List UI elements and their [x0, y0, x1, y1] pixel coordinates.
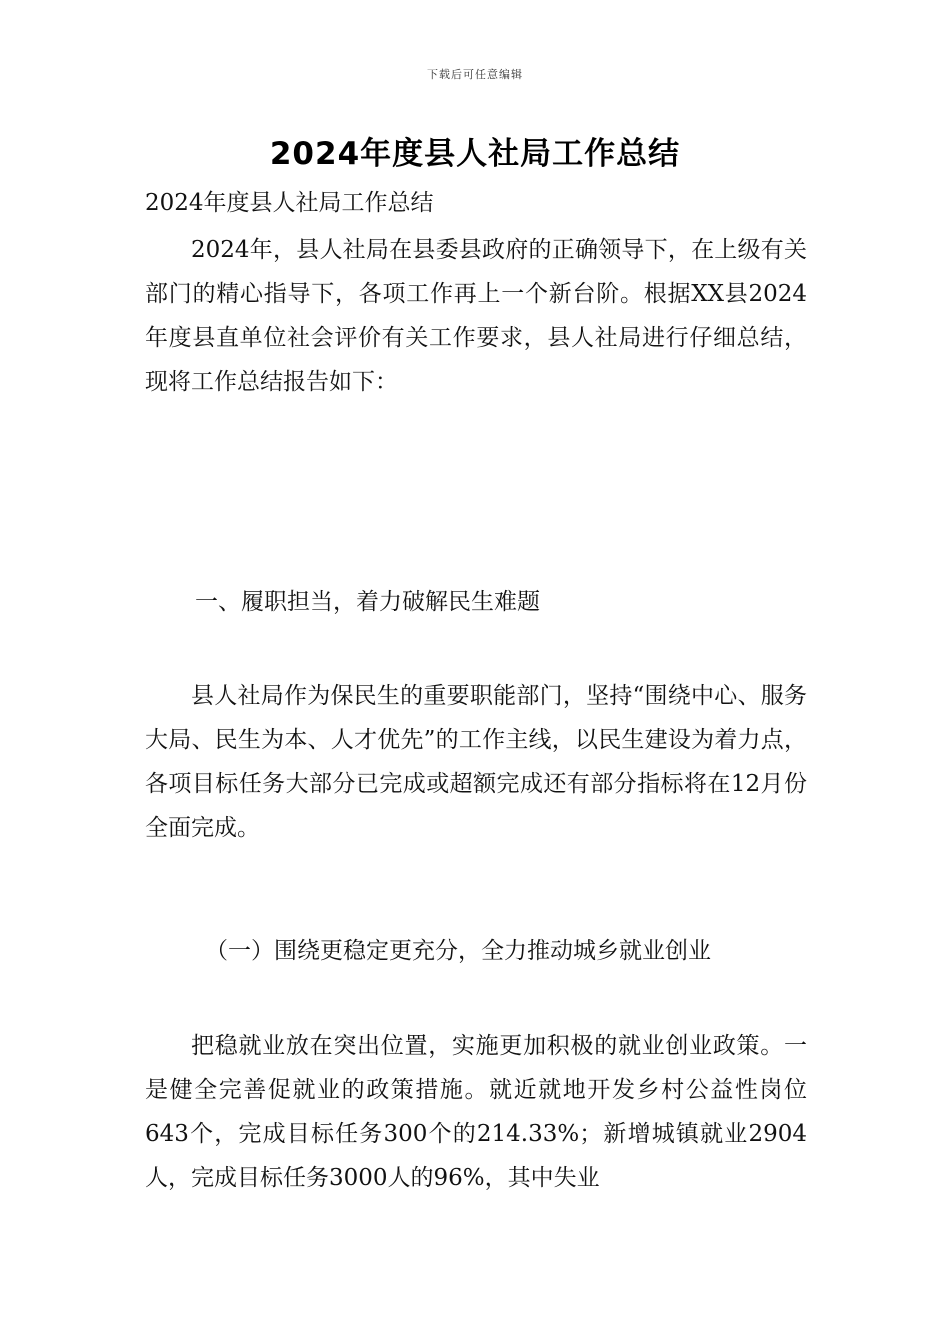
subsection-heading-1: （一）围绕更稳定更充分，全力推动城乡就业创业 — [205, 938, 711, 964]
subsection-1-paragraph: 把稳就业放在突出位置，实施更加积极的就业创业政策。一是健全完善促就业的政策措施。就近就地开发乡村公益性岗位643个，完成目标任务300个的214.33%；新增城镇就业2904人，完成目标任务3000人的96%，其中失业 — [145, 1033, 807, 1191]
header-note: 下载后可任意编辑 — [427, 68, 523, 81]
intro-paragraph: 2024年，县人社局在县委县政府的正确领导下，在上级有关部门的精心指导下，各项工作再上一个新台阶。根据XX县2024年度县直单位社会评价有关工作要求，县人社局进行仔细总结，现将工作总结报告如下： — [145, 237, 807, 395]
section-1-paragraph: 县人社局作为保民生的重要职能部门，坚持“围绕中心、服务大局、民生为本、人才优先”的工作主线，以民生建设为着力点，各项目标任务大部分已完成或超额完成还有部分指标将在12月份全面完成。 — [145, 683, 807, 841]
document-title: 2024年度县人社局工作总结 — [269, 136, 681, 172]
section-heading-1: 一、履职担当，着力破解民生难题 — [195, 589, 540, 615]
document-subtitle: 2024年度县人社局工作总结 — [145, 190, 434, 216]
